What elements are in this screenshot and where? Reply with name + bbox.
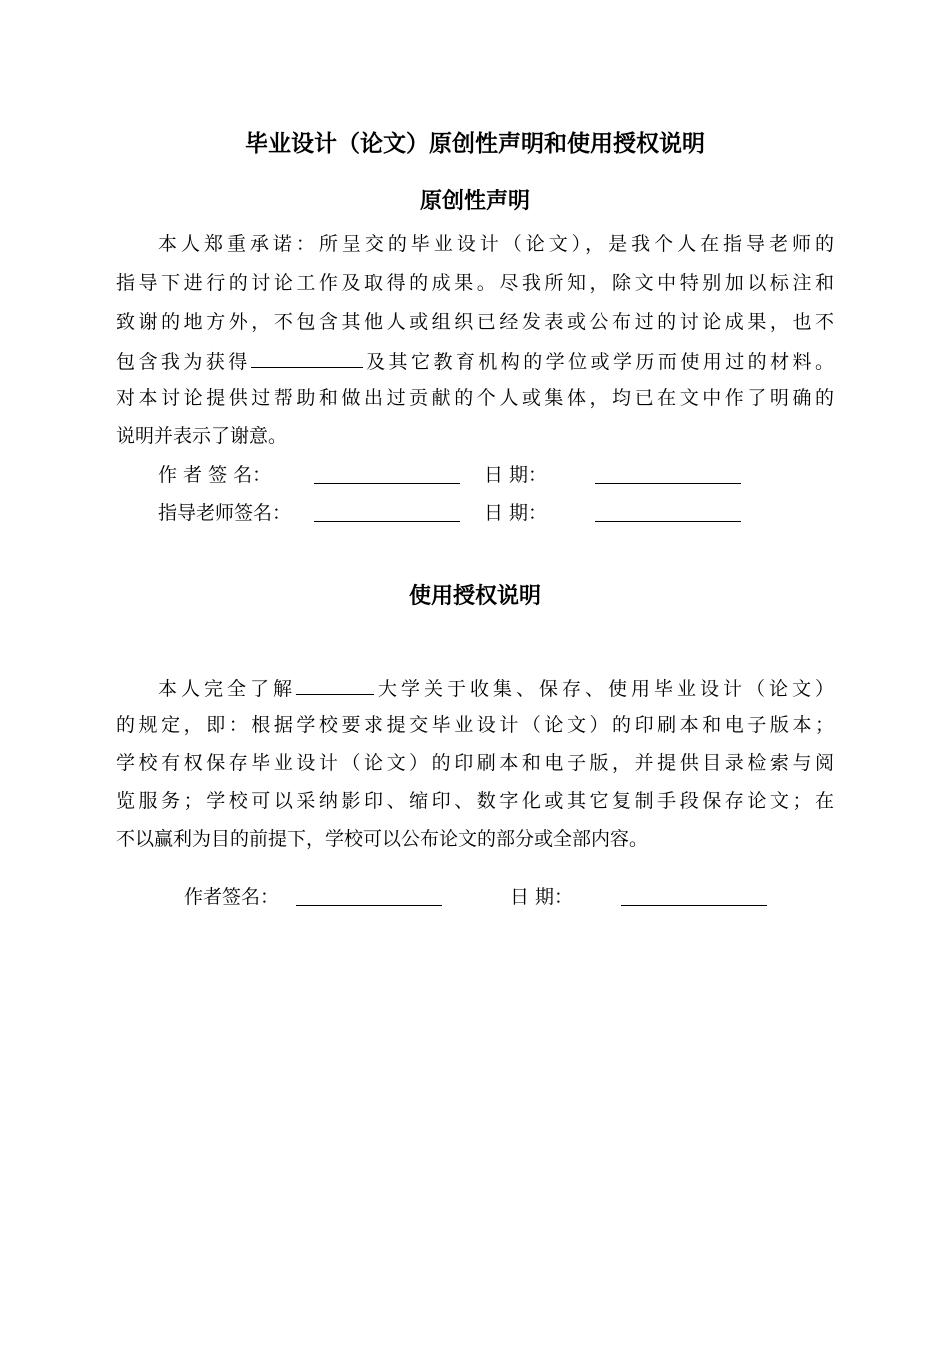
supervisor-date-field[interactable] (595, 521, 741, 522)
auth-date-label: 日 期： (510, 886, 574, 908)
author-signature-label: 作 者 签 名： (158, 464, 272, 486)
auth-author-signature-label: 作者签名： (184, 886, 280, 908)
authorization-line-1-start: 本人完全了解 (158, 678, 296, 700)
originality-line-5: 对本讨论提供过帮助和做出过贡献的个人或集体，均已在文中作了明确的 (116, 387, 834, 409)
authorization-line-2: 的规定，即：根据学校要求提交毕业设计（论文）的印刷本和电子版本； (116, 714, 834, 736)
authorization-heading: 使用授权说明 (408, 584, 541, 609)
originality-line-4-end: 及其它教育机构的学位或学历而使用过的材料。 (362, 351, 834, 373)
originality-line-1: 本人郑重承诺：所呈交的毕业设计（论文），是我个人在指导老师的 (158, 233, 834, 255)
author-signature-field[interactable] (314, 483, 460, 484)
university-blank[interactable] (296, 674, 374, 695)
originality-line-3: 致谢的地方外，不包含其他人或组织已经发表或公布过的讨论成果，也不 (116, 311, 834, 333)
author-date-field[interactable] (595, 483, 741, 484)
document-title: 毕业设计（论文）原创性声明和使用授权说明 (245, 131, 705, 157)
authorization-line-3: 学校有权保存毕业设计（论文）的印刷本和电子版，并提供目录检索与阅 (116, 752, 834, 774)
supervisor-date-label: 日 期： (484, 502, 548, 524)
author-date-label: 日 期： (484, 464, 548, 486)
originality-line-6: 说明并表示了谢意。 (116, 425, 288, 447)
authorization-line-5: 不以赢利为目的前提下，学校可以公布论文的部分或全部内容。 (116, 828, 649, 850)
authorization-line-1 (158, 674, 834, 700)
authorization-line-4: 览服务；学校可以采纳影印、缩印、数字化或其它复制手段保存论文；在 (116, 790, 834, 812)
authorization-line-1-end: 大学关于收集、保存、使用毕业设计（论文） (374, 678, 834, 700)
institution-blank[interactable] (251, 347, 363, 368)
originality-line-4-start: 包含我为获得 (116, 351, 251, 373)
supervisor-signature-label: 指导老师签名： (158, 502, 292, 524)
auth-date-field[interactable] (621, 905, 767, 906)
originality-line-2: 指导下进行的讨论工作及取得的成果。尽我所知，除文中特别加以标注和 (116, 272, 834, 294)
originality-heading: 原创性声明 (419, 189, 530, 214)
originality-line-4 (116, 347, 834, 373)
supervisor-signature-field[interactable] (314, 521, 460, 522)
auth-author-signature-field[interactable] (296, 905, 442, 906)
